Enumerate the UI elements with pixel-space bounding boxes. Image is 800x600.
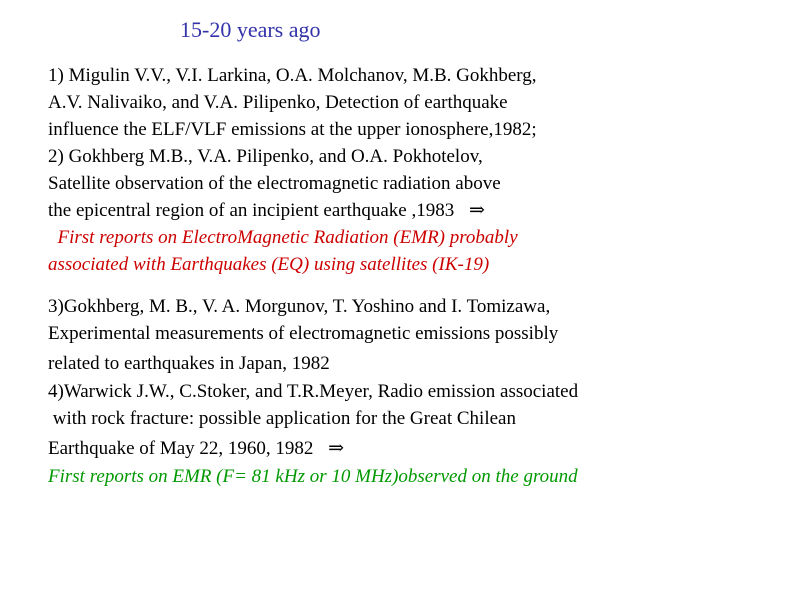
implies-arrow-icon: ⇒ (468, 200, 485, 221)
reference-line: with rock fracture: possible application for the Great Chilean (48, 408, 516, 429)
implies-arrow-icon: ⇒ (328, 438, 345, 459)
reference-line: 1) Migulin V.V., V.I. Larkina, O.A. Molchanov, M.B. Gokhberg, (48, 65, 537, 86)
reference-line: Satellite observation of the electromagnetic radiation above (48, 173, 501, 194)
conclusion-line: First reports on EMR (F= 81 kHz or 10 MHz)observed on the ground (48, 466, 578, 487)
reference-line: 3)Gokhberg, M. B., V. A. Morgunov, T. Yoshino and I. Tomizawa, (48, 296, 551, 317)
reference-text: the epicentral region of an incipient earthquake ,1983 (48, 200, 455, 221)
conclusion-line: First reports on ElectroMagnetic Radiation (EMR) probably (48, 227, 518, 248)
reference-line: 4)Warwick J.W., C.Stoker, and T.R.Meyer, Radio emission associated (48, 381, 579, 402)
reference-text: Earthquake of May 22, 1960, 1982 (48, 438, 314, 459)
slide-title: 15-20 years ago (180, 17, 321, 42)
reference-line: influence the ELF/VLF emissions at the upper ionosphere,1982; (48, 119, 537, 140)
reference-line-with-arrow (48, 439, 344, 458)
reference-line: Experimental measurements of electromagnetic emissions possibly (48, 323, 559, 344)
reference-line: A.V. Nalivaiko, and V.A. Pilipenko, Detection of earthquake (48, 92, 508, 113)
reference-line-with-arrow (48, 201, 485, 220)
conclusion-line: associated with Earthquakes (EQ) using satellites (IK-19) (48, 254, 490, 275)
reference-line: 2) Gokhberg M.B., V.A. Pilipenko, and O.A. Pokhotelov, (48, 146, 483, 167)
reference-line: related to earthquakes in Japan, 1982 (48, 353, 330, 374)
